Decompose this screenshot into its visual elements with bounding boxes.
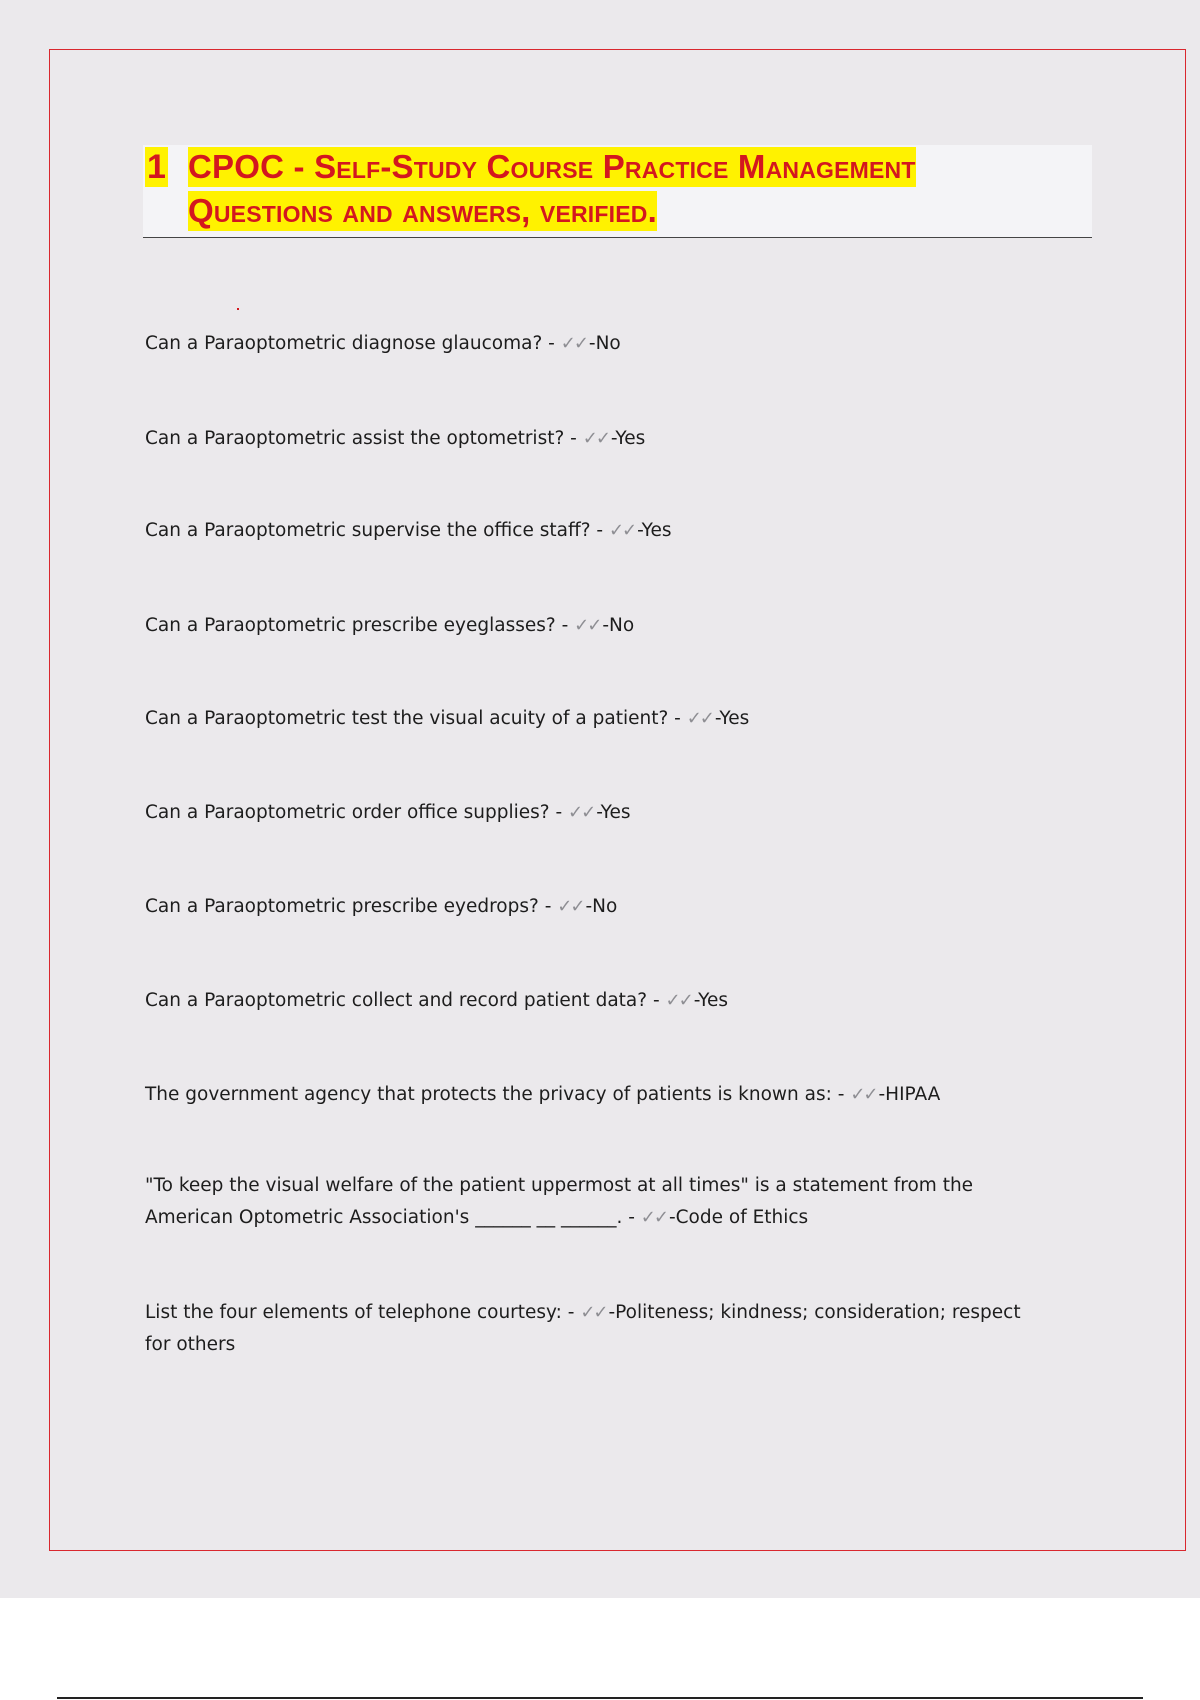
double-check-icon: ✓✓ (560, 333, 587, 354)
stray-red-mark (237, 308, 239, 310)
answer-text: -HIPAA (878, 1084, 941, 1105)
question-text: The government agency that protects the privacy of patients is known as: - (145, 1084, 851, 1105)
qa-item (145, 985, 1045, 1017)
qa-item (145, 423, 1045, 455)
qa-item (145, 797, 1045, 829)
question-text: Can a Paraoptometric order office supplies? - (145, 802, 569, 823)
double-check-icon: ✓✓ (557, 896, 584, 917)
footer-divider (57, 1697, 1143, 1699)
answer-text: -No (585, 896, 618, 917)
answer-text: -Yes (637, 520, 672, 541)
qa-item (145, 1170, 1045, 1234)
double-check-icon: ✓✓ (582, 428, 609, 449)
heading-line-2: Questions and answers, verified. (188, 192, 657, 229)
question-text: "To keep the visual welfare of the patient uppermost at all times" is a statement from the American Optometric Association's ______ __ ______. - (145, 1175, 974, 1228)
question-text: List the four elements of telephone courtesy: - (145, 1302, 581, 1323)
qa-item (145, 703, 1045, 735)
qa-item (145, 891, 1045, 923)
qa-item (145, 515, 1045, 547)
heading-text (188, 147, 916, 231)
double-check-icon: ✓✓ (608, 520, 636, 541)
answer-text: -Code of Ethics (668, 1207, 809, 1228)
qa-item (145, 610, 1045, 642)
document-heading (143, 145, 1092, 238)
answer-text: -No (588, 333, 621, 354)
double-check-icon: ✓✓ (665, 990, 692, 1011)
answer-text: -No (602, 615, 635, 636)
double-check-icon: ✓✓ (568, 802, 595, 823)
question-text: Can a Paraoptometric test the visual acuity of a patient? - (145, 708, 687, 729)
question-text: Can a Paraoptometric prescribe eyeglasses? - (145, 615, 575, 636)
question-text: Can a Paraoptometric collect and record patient data? - (145, 990, 666, 1011)
double-check-icon: ✓✓ (574, 615, 601, 636)
double-check-icon: ✓✓ (686, 708, 713, 729)
heading-line-1: CPOC - Self-Study Course Practice Management (188, 148, 916, 185)
qa-item (145, 328, 1045, 360)
double-check-icon: ✓✓ (850, 1084, 877, 1105)
qa-item (145, 1297, 1045, 1361)
answer-text: -Yes (714, 708, 750, 729)
question-text: Can a Paraoptometric supervise the office staff? - (145, 520, 609, 541)
question-text: Can a Paraoptometric assist the optometrist? - (145, 428, 583, 449)
double-check-icon: ✓✓ (580, 1302, 607, 1323)
answer-text: -Politeness; kindness; consideration; respect for others (145, 1302, 1021, 1355)
answer-text: -Yes (596, 802, 631, 823)
answer-text: -Yes (610, 428, 646, 449)
heading-number: 1 (147, 148, 166, 186)
question-text: Can a Paraoptometric diagnose glaucoma? - (145, 333, 561, 354)
answer-text: -Yes (693, 990, 729, 1011)
double-check-icon: ✓✓ (640, 1207, 667, 1228)
question-text: Can a Paraoptometric prescribe eyedrops? - (145, 896, 558, 917)
qa-item (145, 1079, 1045, 1111)
